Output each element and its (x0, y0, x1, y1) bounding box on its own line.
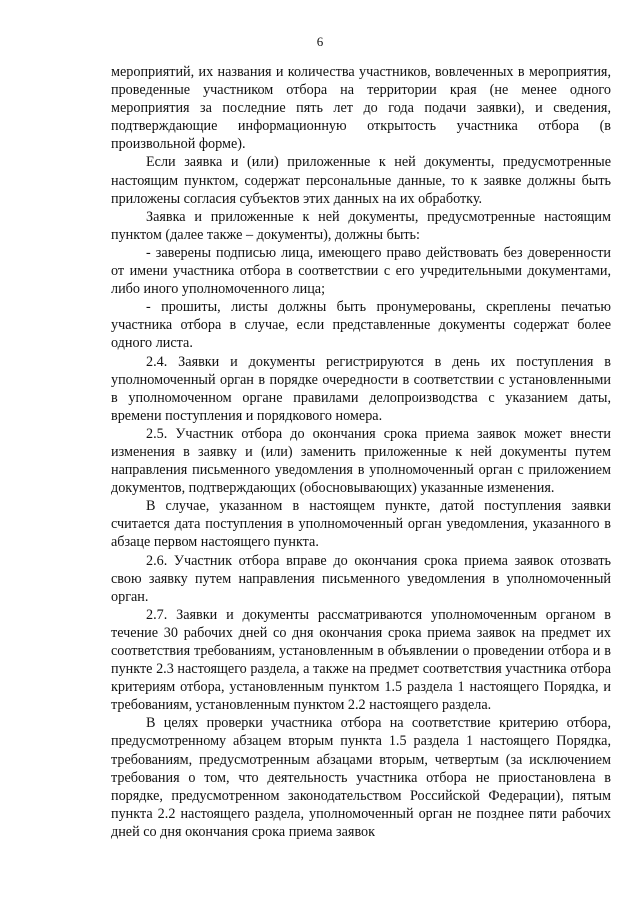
paragraph-personal-data: Если заявка и (или) приложенные к ней документы, предусмотренные настоящим пунктом, содержат персональные данные, то к заявке должны быть приложены согласия субъектов этих данных на их обработку. (111, 154, 611, 207)
paragraph-verification: В целях проверки участника отбора на соответствие критерию отбора, предусмотренному абзацем вторым пункта 1.5 раздела 1 настоящего Порядка, требованиям, предусмотренным абзацами вторым, четвертым (за исключением требования о том, что деятельность участника отбора не приостановлена в порядке, предусмотренном законодательством Российской Федерации), пятым пункта 2.2 настоящего раздела, уполномоченный орган не позднее пяти рабочих дней со дня окончания срока приема заявок (111, 715, 611, 840)
list-item-stitched: - прошиты, листы должны быть пронумерованы, скреплены печатью участника отбора в случае, если представленные документы содержат более одного листа. (111, 299, 611, 352)
page-number: 6 (316, 34, 324, 49)
paragraph-2-5-changes: 2.5. Участник отбора до окончания срока приема заявок может внести изменения в заявку и (или) заменить приложенные к ней документы путем направления письменного уведомления в уполномоченный орган с приложением документов, подтверждающих (обосновывающих) указанные изменения. (111, 425, 611, 497)
paragraph-receipt-date: В случае, указанном в настоящем пункте, датой поступления заявки считается дата поступления в уполномоченный орган уведомления, указанного в абзаце первом настоящего пункта. (111, 498, 611, 551)
paragraph-2-7-review: 2.7. Заявки и документы рассматриваются уполномоченным органом в течение 30 рабочих дней со дня окончания срока приема заявок на предмет их соответствия требованиям, установленным в объявлении о проведении отбора и в пункте 2.3 настоящего раздела, а также на предмет соответствия участника отбора критериям отбора, установленным пунктом 1.5 раздела 1 настоящего Порядка, и требованиям, установленным пунктом 2.2 настоящего раздела. (111, 606, 611, 714)
paragraph-participants-info: мероприятий, их названия и количества участников, вовлеченных в мероприятия, проведенные участником отбора на территории края (не менее одного мероприятия за последние пять лет до года подачи заявки), и сведения, подтверждающие информационную открытость участника отбора (в произвольной форме). (111, 64, 611, 153)
paragraph-2-4-registration: 2.4. Заявки и документы регистрируются в день их поступления в уполномоченный орган в порядке очередности в соответствии с установленными в уполномоченном органе правилами делопроизводства с указанием даты, времени поступления и порядкового номера. (111, 353, 611, 424)
document-body (111, 63, 611, 841)
paragraph-documents-requirements: Заявка и приложенные к ней документы, предусмотренные настоящим пунктом (далее также – документы), должны быть: (111, 208, 611, 243)
paragraph-2-6-withdrawal: 2.6. Участник отбора вправе до окончания срока приема заявок отозвать свою заявку путем направления письменного уведомления в уполномоченный орган. (111, 552, 611, 605)
list-item-signature: - заверены подписью лица, имеющего право действовать без доверенности от имени участника отбора в соответствии с его учредительными документами, либо иного уполномоченного лица; (111, 244, 611, 298)
